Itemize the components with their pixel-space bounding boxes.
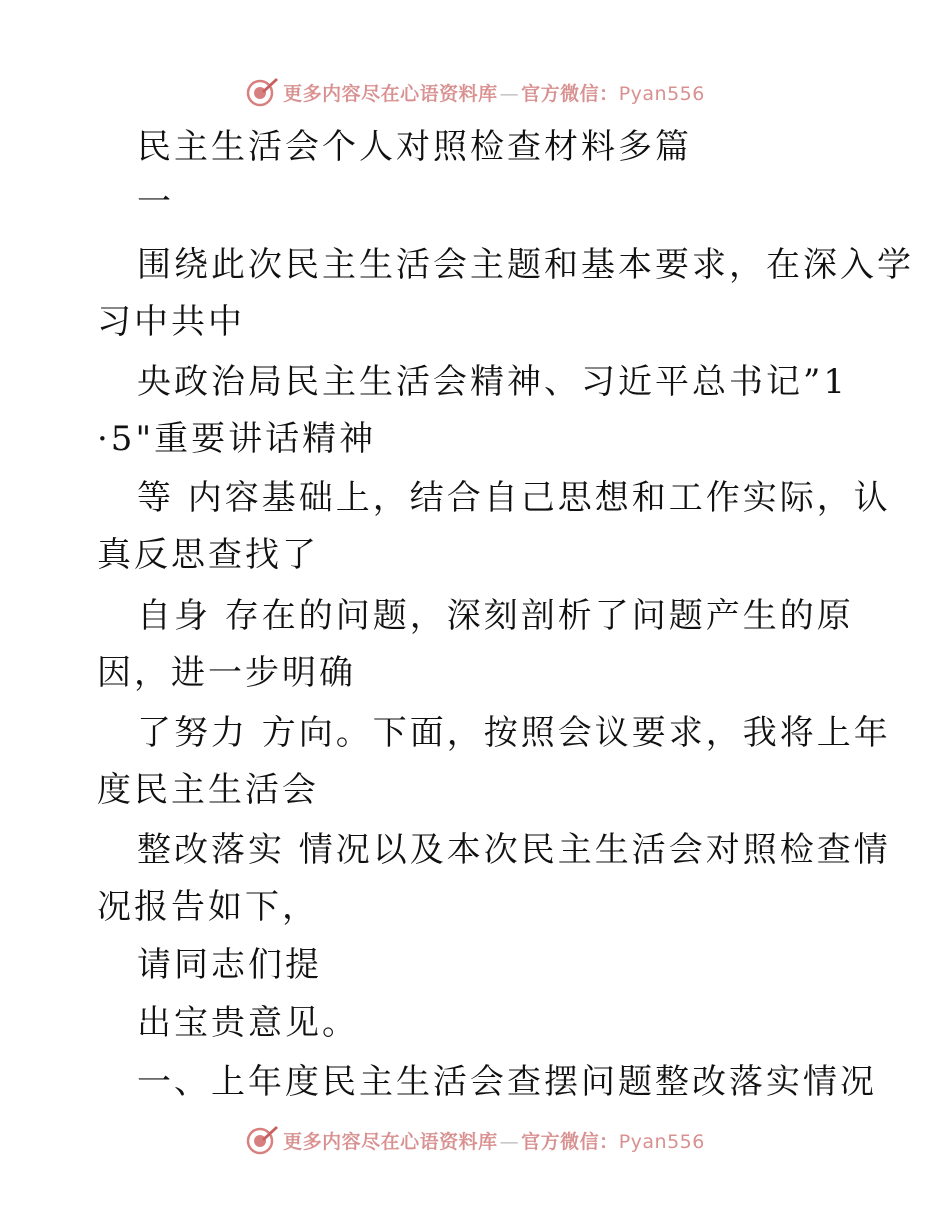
- paragraph-line: 了努力 方向。下面，按照会议要求，我将上年: [137, 713, 891, 753]
- watermark-footer: [0, 1120, 950, 1160]
- part-number: 一: [137, 182, 174, 222]
- paragraph-line: 央政治局民主生活会精神、习近平总书记”1: [137, 362, 849, 402]
- paragraph-line: 况报告如下，: [97, 887, 319, 927]
- watermark-text: 更多内容尽在心语资料库 — 官方微信：Pyan556: [283, 1130, 705, 1153]
- paragraph-line: 习中共中: [97, 302, 245, 342]
- pen-logo-icon: [245, 1123, 279, 1157]
- section-heading: 一、上年度民主生活会查摆问题整改落实情况: [137, 1062, 877, 1102]
- paragraph-line: 等 内容基础上，结合自己思想和工作实际，认: [137, 478, 891, 518]
- paragraph-line: 因，进一步明确: [97, 653, 356, 693]
- paragraph-line: 度民主生活会: [97, 770, 319, 810]
- paragraph-line: 自身 存在的问题，深刻剖析了问题产生的原: [137, 596, 854, 636]
- document-title: 民主生活会个人对照检查材料多篇: [137, 127, 692, 167]
- watermark-text: 更多内容尽在心语资料库 — 官方微信：Pyan556: [283, 82, 705, 105]
- paragraph-line: 围绕此次民主生活会主题和基本要求，在深入学: [137, 245, 914, 285]
- paragraph-line: ·5"重要讲话精神: [97, 419, 377, 459]
- paragraph-line: 出宝贵意见。: [137, 1003, 359, 1043]
- watermark-header: [0, 72, 950, 112]
- pen-logo-icon: [245, 75, 279, 109]
- paragraph-line: 请同志们提: [137, 945, 322, 985]
- paragraph-line: 真反思查找了: [97, 535, 319, 575]
- paragraph-line: 整改落实 情况以及本次民主生活会对照检查情: [137, 830, 891, 870]
